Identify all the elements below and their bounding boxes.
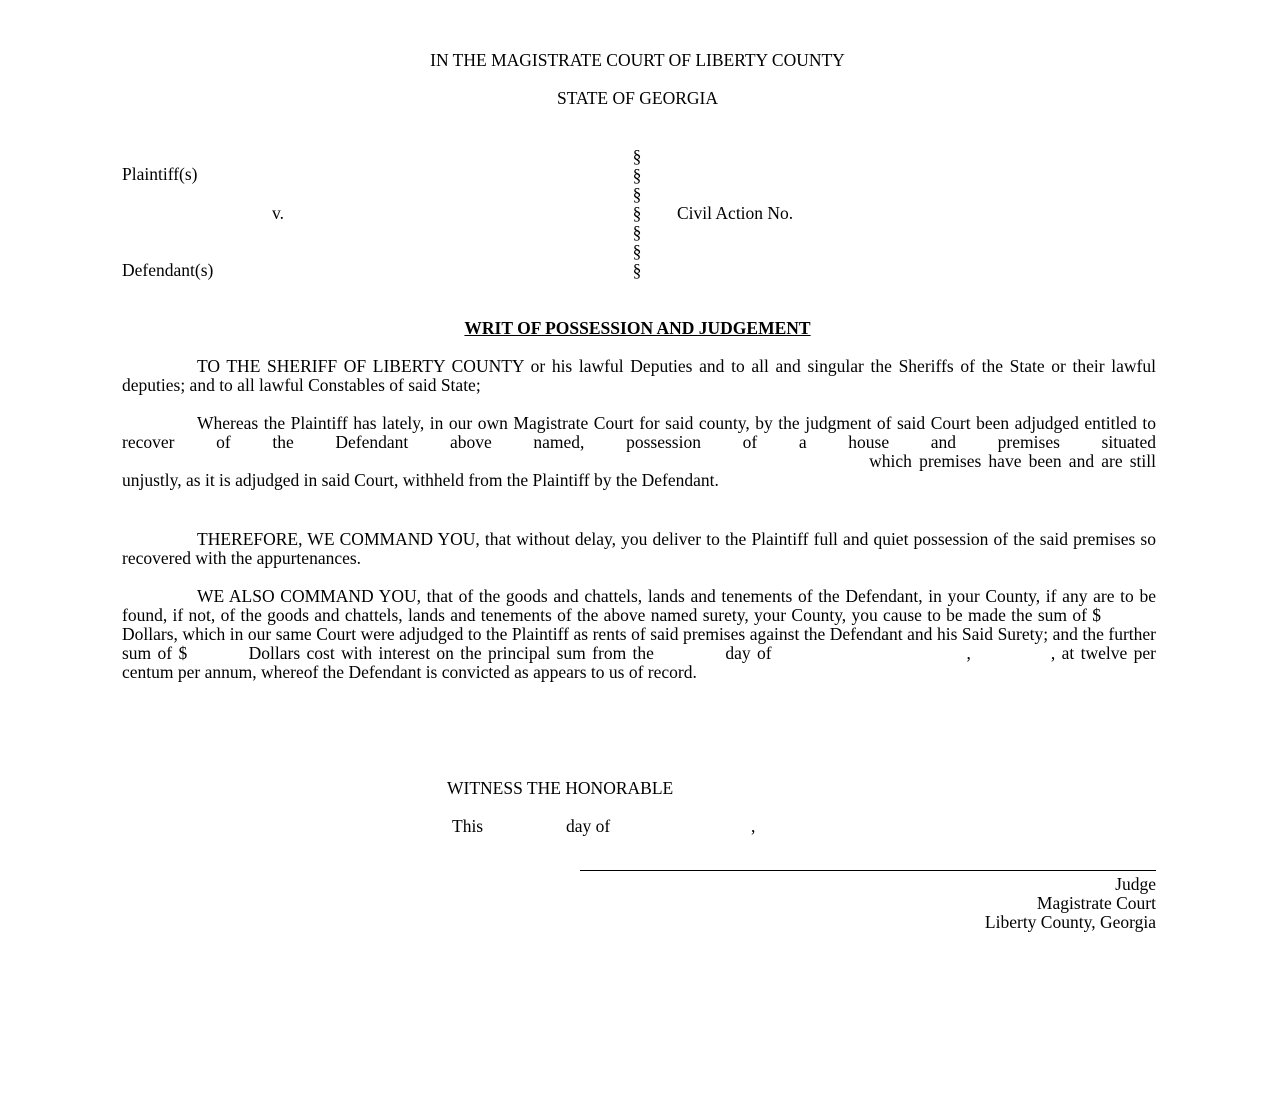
witness-this: This — [452, 816, 484, 836]
paragraph-whereas: Whereas the Plaintiff has lately, in our own Magistrate Court for said county, by the judgment of said Court been adjudged entitled to recover of the Defendant above named, possession of a house and premises situated which premises have been and are still unjustly, as it is adjudged in said Court, withheld from the Plaintiff by the Defendant. — [122, 413, 1156, 490]
section-symbol: § — [632, 203, 642, 223]
signature-judge: Judge — [1115, 874, 1156, 894]
paragraph-also-command: WE ALSO COMMAND YOU, that of the goods and chattels, lands and tenements of the Defendant, in your County, if any are to be found, if not, of the goods and chattels, lands and tenements of the above named surety, your County, you cause to be made the sum of $ Dollars, which in our same Court were adjudged to the Plaintiff as rents of said premises against the Defendant and his Said Surety; and the further sum of $ Dollars cost with interest on the principal sum from the day of , , at twelve per centum per annum, whereof the Defendant is convicted as appears to us of record. — [122, 586, 1157, 682]
plaintiff-label: Plaintiff(s) — [122, 164, 198, 184]
section-symbol: § — [632, 222, 642, 242]
witness-day-of: day of — [566, 816, 611, 836]
defendant-label: Defendant(s) — [122, 260, 214, 280]
section-symbol: § — [632, 241, 642, 261]
section-symbol: § — [632, 165, 642, 185]
writ-title: WRIT OF POSSESSION AND JUDGEMENT — [464, 318, 811, 338]
witness-line: WITNESS THE HONORABLE — [447, 778, 674, 798]
signature-county: Liberty County, Georgia — [984, 912, 1156, 932]
paragraph-sheriff: TO THE SHERIFF OF LIBERTY COUNTY or his lawful Deputies and to all and singular the Sheriffs of the State or their lawful deputies; and to all lawful Constables of said State; — [122, 356, 1156, 395]
court-heading: IN THE MAGISTRATE COURT OF LIBERTY COUNTY — [430, 50, 845, 70]
paragraph-therefore: THEREFORE, WE COMMAND YOU, that without delay, you deliver to the Plaintiff full and quiet possession of the said premises so recovered with the appurtenances. — [122, 529, 1156, 568]
signature-line — [580, 858, 1156, 871]
witness-comma: , — [751, 816, 756, 836]
section-symbol: § — [632, 146, 642, 166]
section-symbol: § — [632, 184, 642, 204]
signature-court: Magistrate Court — [1036, 893, 1156, 913]
versus-label: v. — [272, 203, 284, 223]
section-symbol: § — [632, 260, 642, 280]
state-heading: STATE OF GEORGIA — [557, 88, 718, 108]
civil-action-label: Civil Action No. — [677, 203, 794, 223]
